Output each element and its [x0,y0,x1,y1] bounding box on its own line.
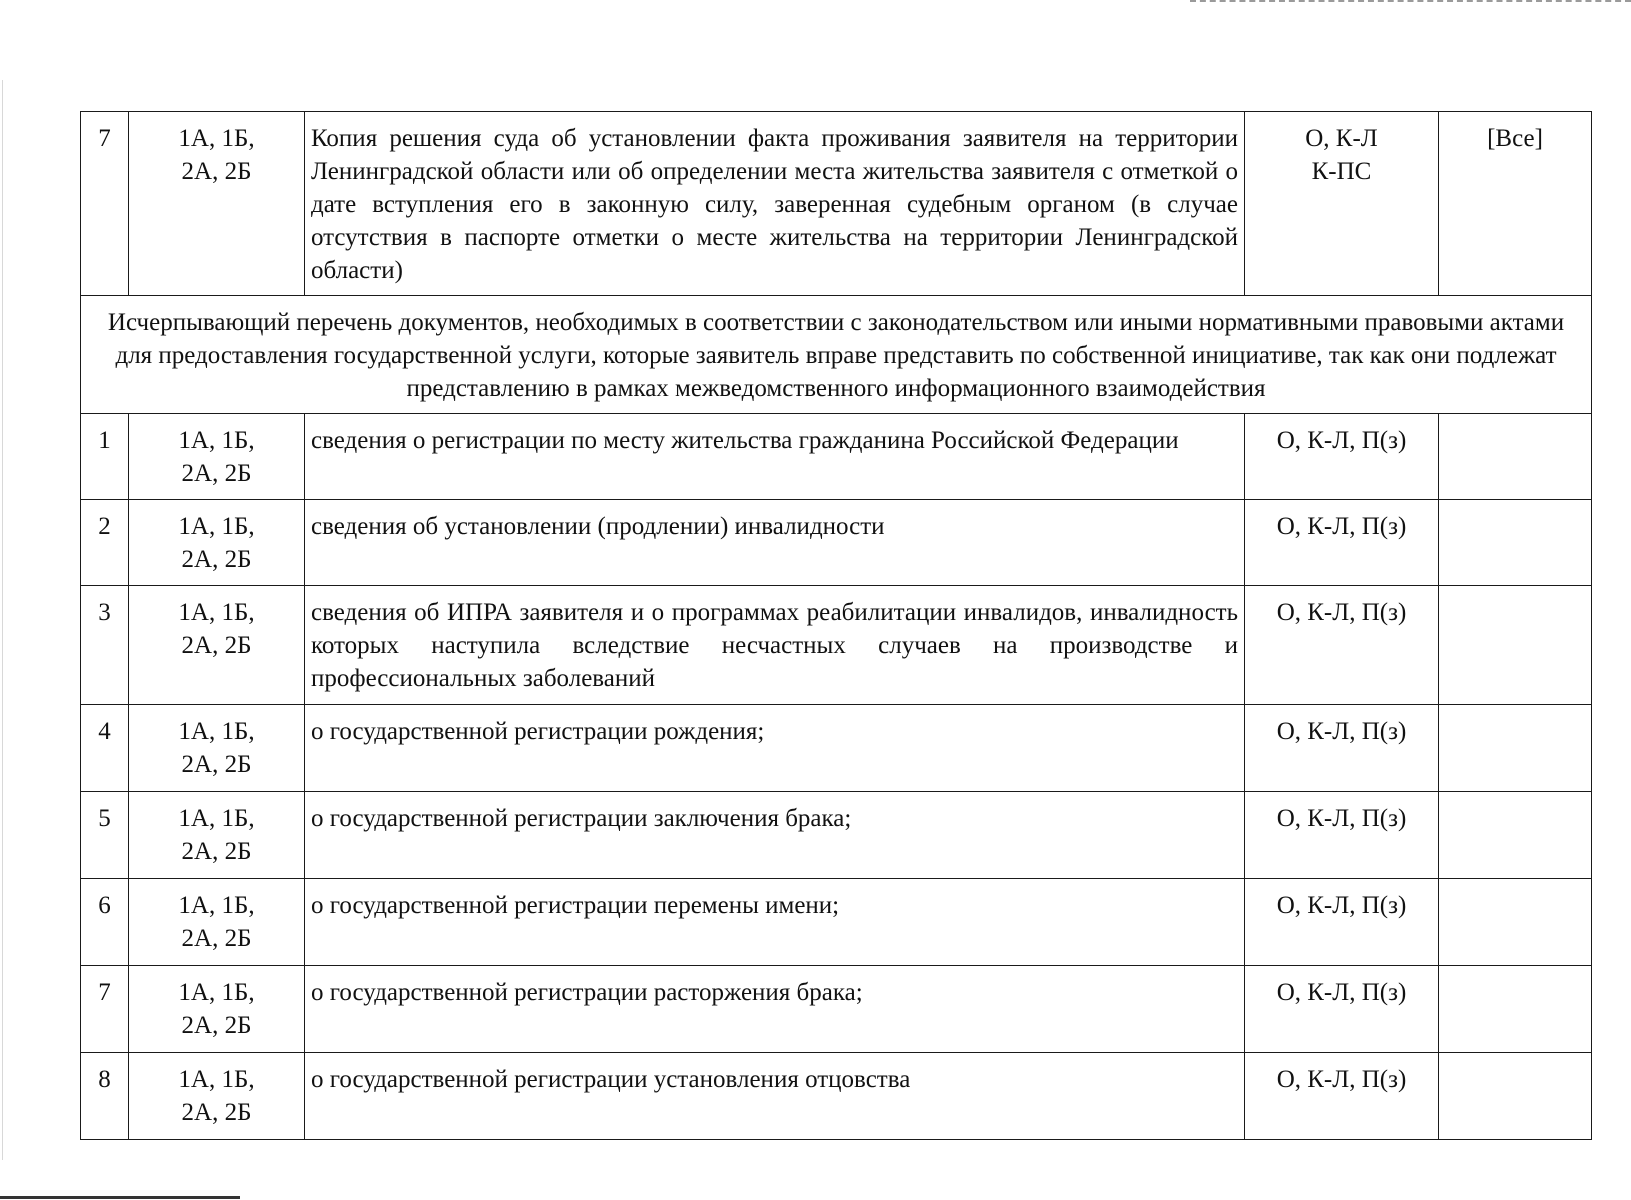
row-description: о государственной регистрации заключения брака; [305,792,1245,879]
row-categories [129,792,305,879]
row-note [1439,500,1592,586]
row-description: о государственной регистрации расторжения брака; [305,966,1245,1053]
categories-line: 1А, 1Б, [178,979,255,1006]
row-categories [129,112,305,296]
row-form: О, К-Л, П(з) [1245,879,1439,966]
categories-line: 2А, 2Б [181,460,252,487]
categories-line: 2А, 2Б [181,632,252,659]
table-row [81,414,1592,500]
categories-line: 2А, 2Б [181,751,252,778]
row-number: 4 [81,705,129,792]
scan-artifact-left [2,80,3,1160]
form-line: К-ПС [1311,158,1372,185]
row-number: 6 [81,879,129,966]
categories-line: 1А, 1Б, [178,718,255,745]
table-row [81,500,1592,586]
categories-line: 2А, 2Б [181,546,252,573]
row-note [1439,586,1592,705]
table-row [81,1053,1592,1140]
row-number: 1 [81,414,129,500]
categories-line: 2А, 2Б [181,1099,252,1126]
row-description: Копия решения суда об установлении факта проживания заявителя на территории Ленинградской области или об определении места жительства заявителя с отметкой о дате вступления его в законную силу, заверенная судебным органом (в случае отсутствия в паспорте отметки о месте жительства на территории Ленинградской области) [305,112,1245,296]
categories-line: 2А, 2Б [181,838,252,865]
row-categories [129,705,305,792]
row-note [1439,1053,1592,1140]
table-row [81,879,1592,966]
row-categories [129,500,305,586]
row-form: О, К-Л, П(з) [1245,792,1439,879]
categories-line: 2А, 2Б [181,158,252,185]
row-note [1439,705,1592,792]
row-description: о государственной регистрации установления отцовства [305,1053,1245,1140]
row-number: 5 [81,792,129,879]
row-categories [129,1053,305,1140]
categories-line: 2А, 2Б [181,1012,252,1039]
row-description: сведения об установлении (продлении) инвалидности [305,500,1245,586]
table-row [81,586,1592,705]
section-header-row [81,296,1592,414]
documents-table [80,111,1592,1140]
row-description: сведения об ИПРА заявителя и о программах реабилитации инвалидов, инвалидность которых наступила вследствие несчастных случаев на производстве и профессиональных заболеваний [305,586,1245,705]
categories-line: 1А, 1Б, [178,427,255,454]
row-number: 8 [81,1053,129,1140]
row-note [1439,414,1592,500]
row-note [1439,966,1592,1053]
scan-artifact-top [1190,0,1631,2]
row-note [1439,792,1592,879]
table-row [81,705,1592,792]
row-form: О, К-Л, П(з) [1245,414,1439,500]
table-row [81,112,1592,296]
section-header: Исчерпывающий перечень документов, необходимых в соответствии с законодательством или иными нормативными правовыми актами для предоставления государственной услуги, которые заявитель вправе представить по собственной инициативе, так как они подлежат представлению в рамках межведомственного информационного взаимодействия [81,296,1592,414]
form-line: О, К-Л [1305,125,1378,152]
row-form: О, К-Л, П(з) [1245,966,1439,1053]
categories-line: 1А, 1Б, [178,805,255,832]
row-note: [Все] [1439,112,1592,296]
categories-line: 1А, 1Б, [178,599,255,626]
categories-line: 1А, 1Б, [178,892,255,919]
row-form: О, К-Л, П(з) [1245,500,1439,586]
table-row [81,966,1592,1053]
row-categories [129,414,305,500]
row-categories [129,966,305,1053]
row-description: сведения о регистрации по месту жительства гражданина Российской Федерации [305,414,1245,500]
row-form [1245,112,1439,296]
row-number: 2 [81,500,129,586]
scan-artifact-bottom [0,1196,240,1199]
row-form: О, К-Л, П(з) [1245,1053,1439,1140]
row-categories [129,879,305,966]
categories-line: 1А, 1Б, [178,513,255,540]
row-number: 7 [81,112,129,296]
table-row [81,792,1592,879]
row-description: о государственной регистрации рождения; [305,705,1245,792]
categories-line: 1А, 1Б, [178,125,255,152]
row-note [1439,879,1592,966]
row-categories [129,586,305,705]
row-number: 7 [81,966,129,1053]
categories-line: 2А, 2Б [181,925,252,952]
row-form: О, К-Л, П(з) [1245,705,1439,792]
categories-line: 1А, 1Б, [178,1066,255,1093]
row-description: о государственной регистрации перемены имени; [305,879,1245,966]
row-number: 3 [81,586,129,705]
row-form: О, К-Л, П(з) [1245,586,1439,705]
